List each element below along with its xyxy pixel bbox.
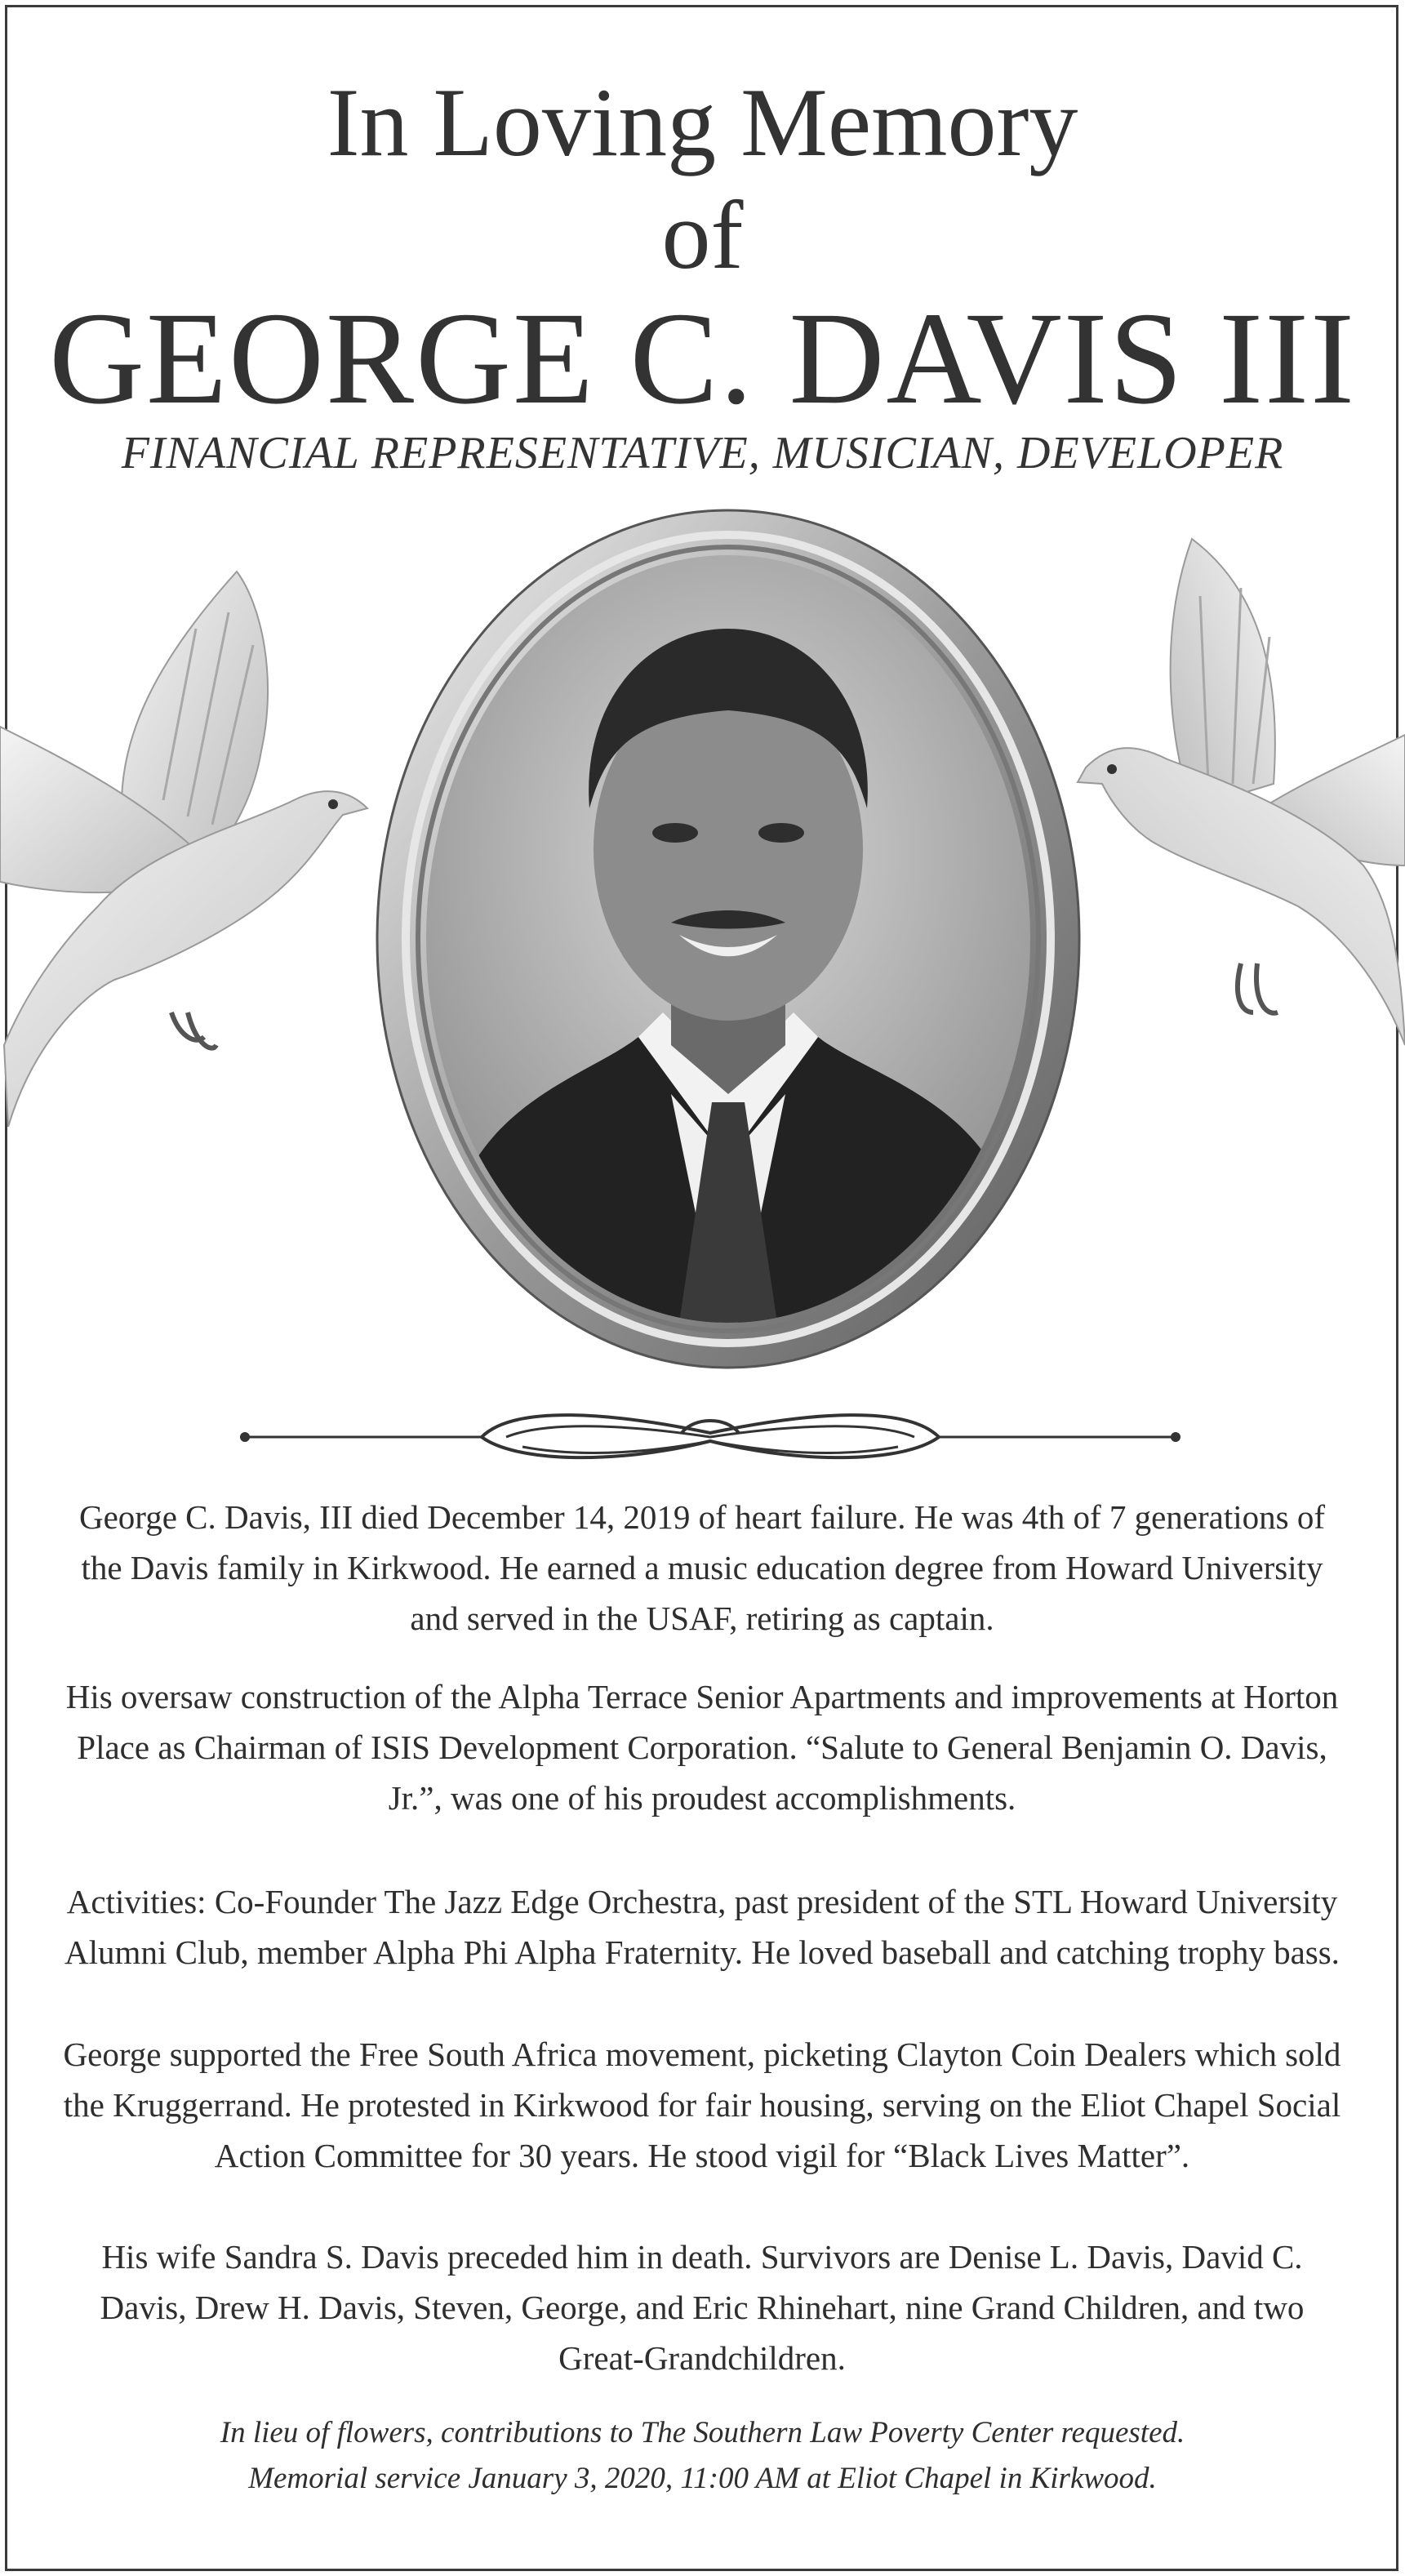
obituary-paragraph-5: His wife Sandra S. Davis preceded him in death. Survivors are Denise L. Davis, David C. Davis, Drew H. Davis, Steven, George, and Eric Rhinehart, nine Grand Children, and two Great-Grandchildren.	[100, 2238, 1305, 2377]
obituary-paragraph-4: George supported the Free South Africa movement, picketing Clayton Coin Dealers which sold the Kruggerrand. He protested in Kirkwood for fair housing, serving on the Eliot Chapel Social Action Committee for 30 years. He stood vigil for “Black Lives Matter”.	[63, 2035, 1341, 2174]
right-dove-icon	[1069, 523, 1405, 1078]
ornamental-divider	[237, 1396, 1184, 1478]
flowers-note: In lieu of flowers, contributions to The Southern Law Poverty Center requested.	[220, 2416, 1185, 2449]
obituary-paragraph-1: George C. Davis, III died December 14, 2019 of heart failure. He was 4th of 7 generations of the Davis family in Kirkwood. He earned a music education degree from Howard University and served in the USAF, retiring as captain.	[79, 1498, 1325, 1637]
heading-of: of	[661, 180, 744, 289]
obituary-paragraph-2: His oversaw construction of the Alpha Terrace Senior Apartments and improvements at Horton Place as Chairman of ISIS Development Corporation. “Salute to General Benjamin O. Davis, Jr.”, was one of his proudest accomplishments.	[65, 1678, 1339, 1817]
left-dove-icon	[0, 555, 384, 1127]
occupation-subtitle: FINANCIAL REPRESENTATIVE, MUSICIAN, DEVELOPER	[121, 428, 1284, 478]
memorial-service-note: Memorial service January 3, 2020, 11:00 AM at Eliot Chapel in Kirkwood.	[248, 2462, 1157, 2495]
obituary-paragraph-3: Activities: Co-Founder The Jazz Edge Orchestra, past president of the STL Howard University Alumni Club, member Alpha Phi Alpha Fraternity. He loved baseball and catching trophy bass.	[64, 1883, 1340, 1971]
deceased-name: GEORGE C. DAVIS III	[49, 286, 1356, 432]
heading-in-loving-memory: In Loving Memory	[327, 68, 1078, 176]
portrait-photo	[369, 506, 1087, 1372]
